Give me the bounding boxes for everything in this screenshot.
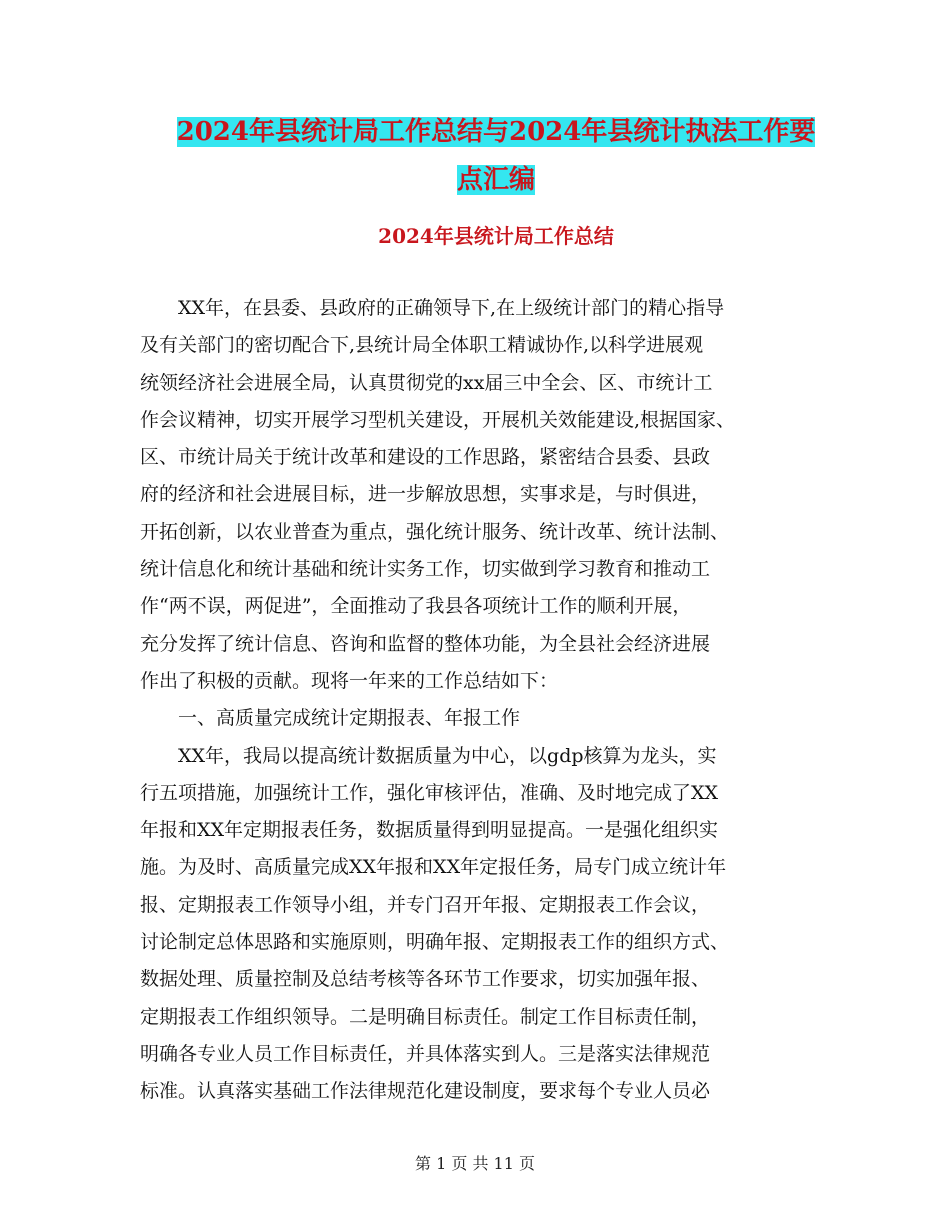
title-line-2: 点汇编 bbox=[456, 165, 535, 195]
body-line: 数据处理、质量控制及总结考核等各环节工作要求，切实加强年报、 bbox=[140, 968, 711, 991]
body-line: 统领经济社会进展全局，认真贯彻党的xx届三中全会、区、市统计工 bbox=[140, 371, 713, 394]
body-line: 明确各专业人员工作目标责任，并具体落实到人。三是落实法律规范 bbox=[140, 1042, 711, 1065]
body-line: 作出了积极的贡献。现将一年来的工作总结如下： bbox=[140, 669, 559, 692]
body-line: 及有关部门的密切配合下,县统计局全体职工精诚协作,以科学进展观 bbox=[140, 334, 704, 357]
body-line: 行五项措施，加强统计工作，强化审核评估，准确、及时地完成了XX bbox=[140, 781, 719, 804]
body-line: 作“两不误，两促进”，全面推动了我县各项统计工作的顺利开展， bbox=[140, 595, 692, 618]
body-line: 开拓创新，以农业普查为重点，强化统计服务、统计改革、统计法制、 bbox=[140, 520, 730, 543]
subheading: 一、高质量完成统计定期报表、年报工作 bbox=[178, 707, 521, 730]
title-line-1: 2024年县统计局工作总结与2024年县统计执法工作要 bbox=[176, 117, 816, 147]
section-title: 2024年县统计局工作总结 bbox=[378, 224, 614, 248]
body-line: XX年，在县委、县政府的正确领导下,在上级统计部门的精心指导 bbox=[178, 297, 725, 319]
body-line: 区、市统计局关于统计改革和建设的工作思路，紧密结合县委、县政 bbox=[140, 446, 711, 469]
body-line: 报、定期报表工作领导小组，并专门召开年报、定期报表工作会议， bbox=[140, 893, 711, 916]
body-line: 统计信息化和统计基础和统计实务工作，切实做到学习教育和推动工 bbox=[140, 558, 711, 581]
body-line: 施。为及时、高质量完成XX年报和XX年定报任务，局专门成立统计年 bbox=[140, 856, 727, 879]
body-line: 充分发挥了统计信息、咨询和监督的整体功能，为全县社会经济进展 bbox=[140, 632, 711, 655]
page-footer: 第 1 页 共 11 页 bbox=[415, 1154, 535, 1173]
body-text bbox=[140, 290, 830, 1111]
body-line: XX年，我局以提高统计数据质量为中心，以gdp核算为龙头，实 bbox=[178, 744, 717, 767]
body-line: 年报和XX年定期报表任务，数据质量得到明显提高。一是强化组织实 bbox=[140, 819, 719, 842]
body-line: 讨论制定总体思路和实施原则，明确年报、定期报表工作的组织方式、 bbox=[140, 931, 730, 954]
body-line: 府的经济和社会进展目标，进一步解放思想，实事求是，与时俱进， bbox=[140, 483, 711, 506]
body-line: 标准。认真落实基础工作法律规范化建设制度，要求每个专业人员必 bbox=[140, 1080, 711, 1103]
body-line: 定期报表工作组织领导。二是明确目标责任。制定工作目标责任制， bbox=[140, 1005, 711, 1028]
document-title bbox=[140, 108, 852, 204]
body-line: 作会议精神，切实开展学习型机关建设，开展机关效能建设,根据国家、 bbox=[140, 408, 736, 431]
